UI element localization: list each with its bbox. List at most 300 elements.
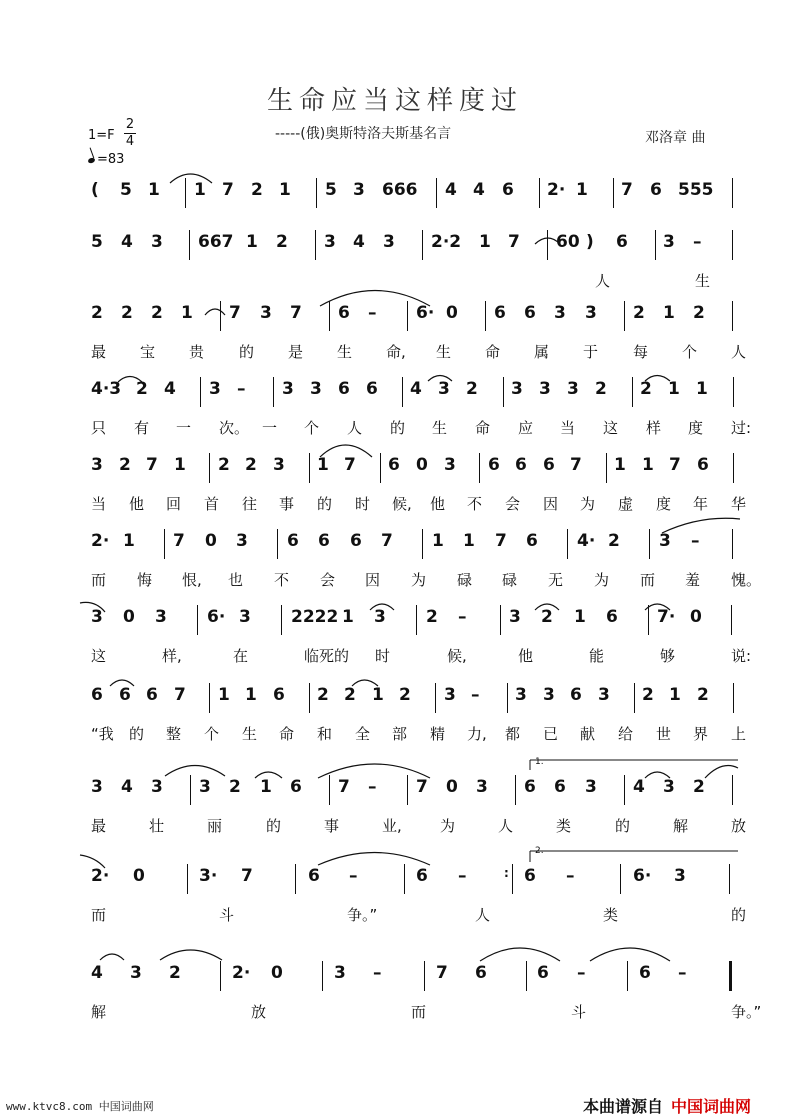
lyric-word: 解 bbox=[673, 817, 689, 835]
lyric-word: 宝 bbox=[140, 343, 156, 361]
lyric-word: 为 bbox=[594, 571, 610, 589]
lyric-word: 放 bbox=[731, 817, 747, 835]
note: 6 bbox=[697, 455, 709, 475]
note: 2 bbox=[693, 303, 705, 323]
note: 3 bbox=[663, 777, 675, 797]
note: 1 bbox=[279, 180, 291, 200]
note: 6 bbox=[475, 963, 487, 983]
lyric-word: 羞 bbox=[685, 571, 701, 589]
score-row bbox=[85, 451, 745, 521]
note: 2 bbox=[344, 685, 356, 705]
note: 3 bbox=[567, 379, 579, 399]
bar-line bbox=[220, 961, 221, 991]
note: 6 bbox=[287, 531, 299, 551]
note: 3 bbox=[383, 232, 395, 252]
note: 2 bbox=[151, 303, 163, 323]
note: 1 bbox=[432, 531, 444, 551]
note: 6· bbox=[207, 607, 226, 627]
bar-line bbox=[185, 178, 186, 208]
note: 3· bbox=[199, 866, 218, 886]
note: 4 bbox=[91, 963, 103, 983]
note: 5 bbox=[325, 180, 337, 200]
note: 1 bbox=[614, 455, 626, 475]
note: 2 bbox=[640, 379, 652, 399]
note: 0 bbox=[416, 455, 428, 475]
bar-line bbox=[733, 683, 734, 713]
note: 5 bbox=[91, 232, 103, 252]
score-row bbox=[85, 527, 762, 597]
bar-line bbox=[209, 453, 210, 483]
note: – bbox=[368, 777, 377, 797]
lyric-word: 人 bbox=[595, 272, 611, 290]
note: 4 bbox=[410, 379, 422, 399]
lyric-word: 个 bbox=[204, 725, 220, 743]
lyric-word: 有 bbox=[134, 419, 150, 437]
bar-line bbox=[655, 230, 656, 260]
lyric-word: 够 bbox=[660, 647, 676, 665]
lyric-word: 的 bbox=[129, 725, 145, 743]
lyric-word: 给 bbox=[618, 725, 634, 743]
lyric-word: 力, bbox=[467, 725, 487, 743]
lyric-word: 壮 bbox=[149, 817, 165, 835]
lyric-word: 候, bbox=[392, 495, 412, 513]
note: 7 bbox=[436, 963, 448, 983]
note: 6 bbox=[290, 777, 302, 797]
lyric-word: 人 bbox=[347, 419, 363, 437]
lyric-word: 斗 bbox=[571, 1003, 587, 1021]
lyric-word: 只 bbox=[91, 419, 107, 437]
score-row bbox=[85, 846, 747, 932]
bar-line bbox=[500, 605, 501, 635]
lyric-word: 于 bbox=[583, 343, 599, 361]
bar-line bbox=[329, 775, 330, 805]
note: 2 bbox=[317, 685, 329, 705]
note: 3 bbox=[663, 232, 675, 252]
score-row bbox=[85, 959, 762, 1029]
note: 6 bbox=[502, 180, 514, 200]
lyric-word: 一 bbox=[176, 419, 192, 437]
bar-line bbox=[733, 453, 734, 483]
lyrics-line bbox=[85, 904, 745, 924]
note: 6 bbox=[318, 531, 330, 551]
lyric-word: 和 bbox=[317, 725, 333, 743]
lyric-word: 事 bbox=[279, 495, 295, 513]
volta-label: 1. bbox=[535, 757, 544, 767]
note: 3 bbox=[674, 866, 686, 886]
lyric-word: 个 bbox=[304, 419, 320, 437]
bar-line bbox=[547, 230, 548, 260]
note: 0 bbox=[133, 866, 145, 886]
lyric-word: 的 bbox=[390, 419, 406, 437]
lyric-word: 的 bbox=[615, 817, 631, 835]
note: 7 bbox=[344, 455, 356, 475]
note: 0 bbox=[446, 303, 458, 323]
note: 6 bbox=[526, 531, 538, 551]
lyric-word: 愧。 bbox=[731, 571, 762, 589]
note: 2 bbox=[229, 777, 241, 797]
bar-line bbox=[200, 377, 201, 407]
note: – bbox=[691, 531, 700, 551]
lyric-word: 部 bbox=[392, 725, 408, 743]
lyric-word: 类 bbox=[556, 817, 572, 835]
lyric-word: 度 bbox=[688, 419, 704, 437]
lyric-word: 候, bbox=[447, 647, 467, 665]
bar-line bbox=[732, 301, 733, 331]
lyric-word: 争。” bbox=[731, 1003, 762, 1021]
note: 3 bbox=[511, 379, 523, 399]
lyric-word: 而 bbox=[91, 571, 107, 589]
bar-line bbox=[729, 961, 732, 991]
lyric-word: 生 bbox=[242, 725, 258, 743]
lyric-word: 生 bbox=[695, 272, 711, 290]
bar-line bbox=[209, 683, 210, 713]
lyric-word: 已 bbox=[543, 725, 559, 743]
note: 2222 bbox=[291, 607, 339, 627]
lyric-word: 临死的 bbox=[304, 647, 350, 665]
lyric-word: 当 bbox=[91, 495, 107, 513]
lyric-word: 而 bbox=[91, 906, 107, 924]
lyric-word: 上 bbox=[731, 725, 747, 743]
lyric-word: 是 bbox=[288, 343, 304, 361]
time-signature bbox=[124, 118, 136, 149]
bar-line bbox=[190, 775, 191, 805]
note: 1 bbox=[663, 303, 675, 323]
note: 3 bbox=[151, 777, 163, 797]
note: 0 bbox=[446, 777, 458, 797]
note: 3 bbox=[130, 963, 142, 983]
note: 3 bbox=[91, 607, 103, 627]
bar-line bbox=[197, 605, 198, 635]
lyric-word: 斗 bbox=[219, 906, 235, 924]
note: 6 bbox=[338, 379, 350, 399]
lyrics-line bbox=[85, 341, 745, 361]
lyric-word: 次。 bbox=[219, 419, 250, 437]
lyrics-line bbox=[85, 645, 752, 665]
bar-line bbox=[329, 301, 330, 331]
bar-line bbox=[567, 529, 568, 559]
song-title: 生命应当这样度过 bbox=[266, 86, 523, 116]
lyric-word: 不 bbox=[274, 571, 290, 589]
lyric-word: 过: bbox=[731, 419, 752, 437]
note: 2 bbox=[693, 777, 705, 797]
bar-line bbox=[187, 864, 188, 894]
bar-line bbox=[732, 230, 733, 260]
note: 1 bbox=[372, 685, 384, 705]
bar-line bbox=[485, 301, 486, 331]
lyric-word: 生 bbox=[337, 343, 353, 361]
bar-line bbox=[309, 453, 310, 483]
lyric-word: 争。” bbox=[347, 906, 378, 924]
note: 3 bbox=[353, 180, 365, 200]
note: 2 bbox=[218, 455, 230, 475]
note: 6 bbox=[524, 303, 536, 323]
quarter-note-icon bbox=[87, 157, 95, 164]
note: 6 bbox=[366, 379, 378, 399]
lyric-word: 都 bbox=[505, 725, 521, 743]
bar-line bbox=[316, 178, 317, 208]
note: 3 bbox=[585, 777, 597, 797]
note: 1 bbox=[463, 531, 475, 551]
note: – bbox=[566, 866, 575, 886]
bar-line bbox=[627, 961, 628, 991]
note: 1 bbox=[668, 379, 680, 399]
lyric-word: 人 bbox=[498, 817, 514, 835]
lyric-word: 界 bbox=[693, 725, 709, 743]
note: 0 bbox=[205, 531, 217, 551]
note: 2 bbox=[136, 379, 148, 399]
lyric-word: 虚 bbox=[618, 495, 634, 513]
note: 2 bbox=[426, 607, 438, 627]
note: 555 bbox=[678, 180, 714, 200]
footer-source bbox=[583, 1094, 751, 1117]
note: 1 bbox=[218, 685, 230, 705]
note: 0 bbox=[690, 607, 702, 627]
lyric-word: 命 bbox=[475, 419, 491, 437]
note: 1 bbox=[174, 455, 186, 475]
note: 3 bbox=[236, 531, 248, 551]
note: 3 bbox=[476, 777, 488, 797]
note: 4 bbox=[633, 777, 645, 797]
lyric-word: 的 bbox=[731, 906, 747, 924]
note: 7 bbox=[290, 303, 302, 323]
note: 4 bbox=[353, 232, 365, 252]
notes-line bbox=[85, 228, 745, 262]
bar-line bbox=[424, 961, 425, 991]
note: 7 bbox=[508, 232, 520, 252]
lyric-word: 贵 bbox=[189, 343, 205, 361]
note: 3 bbox=[539, 379, 551, 399]
lyric-word: 解 bbox=[91, 1003, 107, 1021]
note: 3 bbox=[543, 685, 555, 705]
note: 6 bbox=[543, 455, 555, 475]
footer-source-label: 本曲谱源自 bbox=[583, 1097, 664, 1116]
score-row bbox=[85, 299, 745, 369]
lyric-word: 精 bbox=[430, 725, 446, 743]
lyric-word: 一 bbox=[262, 419, 278, 437]
lyric-word: 回 bbox=[166, 495, 182, 513]
lyrics-line bbox=[85, 270, 745, 290]
lyric-word: 他 bbox=[430, 495, 446, 513]
lyric-word: 样 bbox=[646, 419, 662, 437]
bar-line bbox=[613, 178, 614, 208]
notes-line bbox=[85, 773, 745, 807]
bar-line bbox=[733, 377, 734, 407]
note: 6 bbox=[650, 180, 662, 200]
lyric-word: 往 bbox=[242, 495, 258, 513]
note: 6 bbox=[388, 455, 400, 475]
note: 4 bbox=[445, 180, 457, 200]
lyric-word: 能 bbox=[589, 647, 605, 665]
note: – bbox=[349, 866, 358, 886]
note: 3 bbox=[659, 531, 671, 551]
note: 3 bbox=[374, 607, 386, 627]
note: 6 bbox=[488, 455, 500, 475]
bar-line bbox=[632, 377, 633, 407]
lyric-word: 应 bbox=[518, 419, 534, 437]
bar-line bbox=[732, 529, 733, 559]
note: 7 bbox=[338, 777, 350, 797]
bar-line bbox=[732, 775, 733, 805]
note: 1 bbox=[246, 232, 258, 252]
bar-line bbox=[606, 453, 607, 483]
note: 6 bbox=[570, 685, 582, 705]
note: 2·2 bbox=[431, 232, 462, 252]
bar-line bbox=[729, 864, 730, 894]
note: 1 bbox=[260, 777, 272, 797]
bar-line bbox=[731, 605, 732, 635]
lyric-word: 说: bbox=[731, 647, 752, 665]
note: ( bbox=[91, 180, 99, 200]
note: 1 bbox=[669, 685, 681, 705]
score-row bbox=[85, 228, 745, 298]
bar-line bbox=[539, 178, 540, 208]
note: 7 bbox=[669, 455, 681, 475]
key-signature: 1=F bbox=[88, 128, 115, 143]
lyric-word: 人 bbox=[475, 906, 491, 924]
lyric-word: 类 bbox=[603, 906, 619, 924]
score-row bbox=[85, 603, 752, 673]
note: 1 bbox=[181, 303, 193, 323]
lyric-word: 样, bbox=[162, 647, 182, 665]
bar-line bbox=[422, 529, 423, 559]
lyrics-line bbox=[85, 493, 745, 513]
bar-line bbox=[164, 529, 165, 559]
note: 2· bbox=[91, 531, 110, 551]
note: 1 bbox=[123, 531, 135, 551]
tempo-value: =83 bbox=[97, 152, 125, 167]
note: 7 bbox=[495, 531, 507, 551]
lyric-word: 因 bbox=[365, 571, 381, 589]
note: 7 bbox=[570, 455, 582, 475]
note: 6 bbox=[524, 866, 536, 886]
footer-source-site: 中国词曲网 bbox=[671, 1097, 752, 1116]
lyric-word: 为 bbox=[440, 817, 456, 835]
note: 6 bbox=[639, 963, 651, 983]
note: 1 bbox=[479, 232, 491, 252]
lyric-word: 丽 bbox=[207, 817, 223, 835]
note: 1 bbox=[576, 180, 588, 200]
bar-line bbox=[620, 864, 621, 894]
note: 1 bbox=[696, 379, 708, 399]
notes-line bbox=[85, 176, 745, 210]
note: 7 bbox=[621, 180, 633, 200]
lyric-word: 整 bbox=[166, 725, 182, 743]
note: 3 bbox=[444, 685, 456, 705]
note: 3 bbox=[554, 303, 566, 323]
note: 2· bbox=[547, 180, 566, 200]
note: 4 bbox=[121, 232, 133, 252]
score-row bbox=[85, 757, 747, 843]
note: 3 bbox=[91, 777, 103, 797]
note: 6· bbox=[633, 866, 652, 886]
composer-credit: 邓洛章 曲 bbox=[645, 130, 706, 146]
note: 666 bbox=[382, 180, 418, 200]
bar-line bbox=[273, 377, 274, 407]
note: 5 bbox=[120, 180, 132, 200]
lyrics-line bbox=[85, 815, 745, 835]
notes-line bbox=[85, 451, 745, 485]
note: 6· bbox=[416, 303, 435, 323]
lyric-word: 年 bbox=[693, 495, 709, 513]
note: 0 bbox=[271, 963, 283, 983]
lyric-word: 命 bbox=[279, 725, 295, 743]
bar-line bbox=[732, 178, 733, 208]
note: 1 bbox=[574, 607, 586, 627]
note: ) bbox=[586, 232, 594, 252]
footer-website: www.ktvc8.com 中国词曲网 bbox=[6, 1100, 154, 1113]
note: 6 bbox=[554, 777, 566, 797]
note: 2 bbox=[121, 303, 133, 323]
note: – bbox=[237, 379, 246, 399]
note: 1 bbox=[317, 455, 329, 475]
bar-line bbox=[515, 775, 516, 805]
bar-line bbox=[295, 864, 296, 894]
lyric-word: 个 bbox=[682, 343, 698, 361]
lyric-word: 的 bbox=[239, 343, 255, 361]
lyric-word: 碌 bbox=[457, 571, 473, 589]
note: 2 bbox=[169, 963, 181, 983]
lyrics-line bbox=[85, 569, 762, 589]
note: 4· bbox=[577, 531, 596, 551]
lyric-word: 会 bbox=[505, 495, 521, 513]
repeat-sign: : bbox=[504, 866, 509, 880]
score-row bbox=[85, 681, 745, 751]
note: 1 bbox=[245, 685, 257, 705]
note: 3 bbox=[444, 455, 456, 475]
note: 6 bbox=[416, 866, 428, 886]
note: – bbox=[577, 963, 586, 983]
bar-line bbox=[402, 377, 403, 407]
lyric-word: 最 bbox=[91, 343, 107, 361]
note: 3 bbox=[334, 963, 346, 983]
bar-line bbox=[624, 775, 625, 805]
lyric-word: 为 bbox=[411, 571, 427, 589]
lyrics-line bbox=[85, 417, 752, 437]
note: 2 bbox=[91, 303, 103, 323]
bar-line bbox=[435, 683, 436, 713]
note: 7 bbox=[381, 531, 393, 551]
notes-line bbox=[85, 603, 745, 637]
notes-line bbox=[85, 527, 745, 561]
note: – bbox=[373, 963, 382, 983]
bar-line bbox=[503, 377, 504, 407]
lyric-word: 他 bbox=[129, 495, 145, 513]
bar-line bbox=[189, 230, 190, 260]
note: 4 bbox=[121, 777, 133, 797]
lyric-word: 不 bbox=[467, 495, 483, 513]
note: 7 bbox=[174, 685, 186, 705]
note: 6 bbox=[146, 685, 158, 705]
lyric-word: 属 bbox=[534, 343, 550, 361]
tempo-marking bbox=[88, 152, 124, 167]
note: 6 bbox=[119, 685, 131, 705]
note: 7 bbox=[173, 531, 185, 551]
note: – bbox=[458, 866, 467, 886]
note: 2 bbox=[608, 531, 620, 551]
lyric-word: 的 bbox=[266, 817, 282, 835]
subtitle: -----(俄)奥斯特洛夫斯基名言 bbox=[275, 126, 452, 142]
note: 2 bbox=[697, 685, 709, 705]
lyric-word: 而 bbox=[411, 1003, 427, 1021]
lyric-word: 时 bbox=[355, 495, 371, 513]
note: 3 bbox=[598, 685, 610, 705]
lyric-word: 业, bbox=[382, 817, 402, 835]
lyric-word: 命, bbox=[386, 343, 406, 361]
lyric-word: 世 bbox=[656, 725, 672, 743]
note: 6 bbox=[606, 607, 618, 627]
notes-line bbox=[85, 681, 745, 715]
note: 7 bbox=[416, 777, 428, 797]
